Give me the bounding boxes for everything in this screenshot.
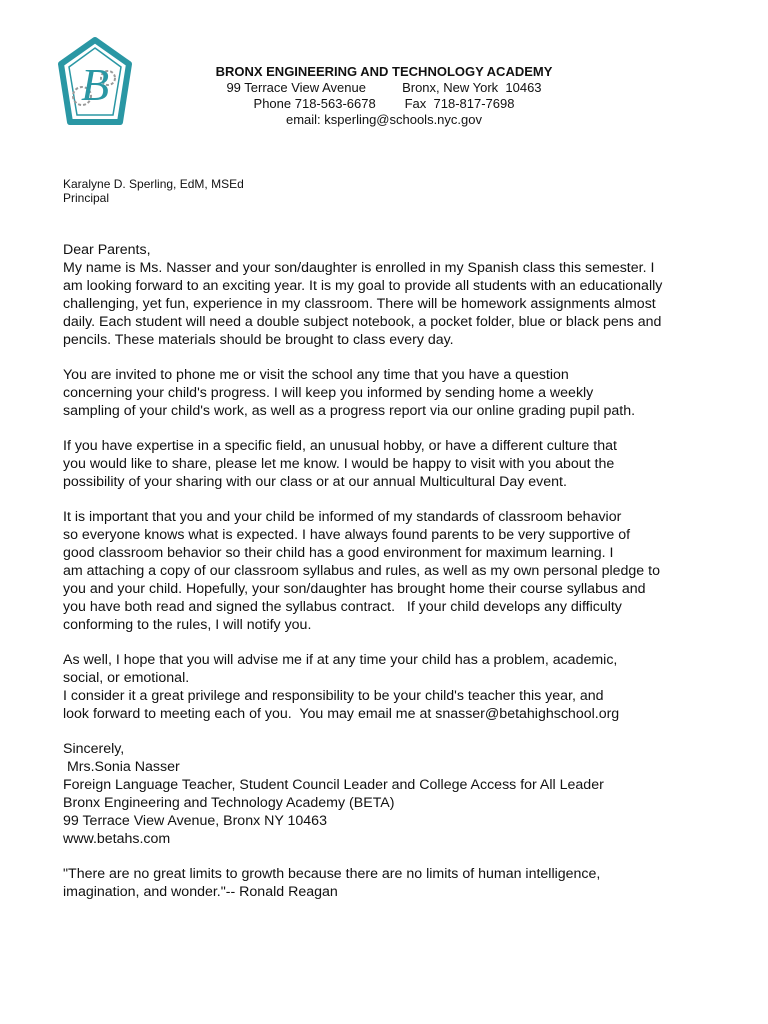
paragraph-line: possibility of your sharing with our class or at our annual Multicultural Day event.	[63, 474, 567, 490]
paragraph-line: social, or emotional.	[63, 670, 190, 686]
paragraph-line: sampling of your child's work, as well as a progress report via our online grading pupil path.	[63, 403, 636, 419]
letter-body	[63, 241, 723, 901]
paragraph-line: concerning your child's progress. I will keep you informed by sending home a weekly	[63, 385, 594, 401]
paragraph-line: conforming to the rules, I will notify you.	[63, 617, 312, 633]
logo-letter: B	[80, 59, 110, 110]
paragraph-line: My name is Ms. Nasser and your son/daughter is enrolled in my Spanish class this semester. I	[63, 260, 655, 276]
paragraph-line: pencils. These materials should be brought to class every day.	[63, 332, 454, 348]
signature-address: 99 Terrace View Avenue, Bronx NY 10463	[63, 813, 327, 829]
paragraph-line: You are invited to phone me or visit the school any time that you have a question	[63, 367, 569, 383]
paragraph-line: you have both read and signed the syllabus contract. If your child develops any difficulty	[63, 599, 622, 615]
paragraph-line: look forward to meeting each of you. You may email me at snasser@betahighschool.org	[63, 706, 620, 722]
paragraph-line: you would like to share, please let me know. I would be happy to visit with you about the	[63, 456, 615, 472]
paragraph-line: As well, I hope that you will advise me if at any time your child has a problem, academic,	[63, 652, 618, 668]
paragraph-line: daily. Each student will need a double subject notebook, a pocket folder, blue or black pens and	[63, 314, 662, 330]
principal-name: Karalyne D. Sperling, EdM, MSEd	[63, 177, 244, 191]
paragraph-line: I consider it a great privilege and responsibility to be your child's teacher this year, and	[63, 688, 604, 704]
quote-line: "There are no great limits to growth because there are no limits of human intelligence,	[63, 866, 601, 882]
closing: Sincerely,	[63, 741, 125, 757]
paragraph-line: It is important that you and your child be informed of my standards of classroom behavior	[63, 509, 622, 525]
paragraph-line: If you have expertise in a specific field, an unusual hobby, or have a different culture that	[63, 438, 617, 454]
school-name: BRONX ENGINEERING AND TECHNOLOGY ACADEMY	[215, 64, 553, 79]
school-address: 99 Terrace View Avenue Bronx, New York 10463	[226, 80, 542, 95]
paragraph-line: so everyone knows what is expected. I have always found parents to be very supportive of	[63, 527, 631, 543]
paragraph-line: am attaching a copy of our classroom syllabus and rules, as well as my own personal pledge to	[63, 563, 660, 579]
quote-line: imagination, and wonder."-- Ronald Reagan	[63, 884, 338, 900]
salutation: Dear Parents,	[63, 242, 151, 258]
paragraph-line: am looking forward to an exciting year. It is my goal to provide all students with an educationally	[63, 278, 663, 294]
signature-website: www.betahs.com	[63, 831, 171, 847]
paragraph-line: challenging, yet fun, experience in my classroom. There will be homework assignments almost	[63, 296, 656, 312]
school-logo	[56, 34, 134, 128]
principal-title: Principal	[63, 191, 110, 205]
paragraph-line: good classroom behavior so their child has a good environment for maximum learning. I	[63, 545, 614, 561]
signature-name: Mrs.Sonia Nasser	[63, 759, 180, 775]
school-contact: Phone 718-563-6678 Fax 718-817-7698	[253, 96, 515, 111]
signature-title: Foreign Language Teacher, Student Council Leader and College Access for All Leader	[63, 777, 604, 793]
letterhead	[150, 64, 618, 128]
signature-school: Bronx Engineering and Technology Academy (BETA)	[63, 795, 395, 811]
paragraph-line: you and your child. Hopefully, your son/daughter has brought home their course syllabus and	[63, 581, 646, 597]
school-email: email: ksperling@schools.nyc.gov	[285, 112, 482, 127]
principal-block	[63, 177, 244, 205]
